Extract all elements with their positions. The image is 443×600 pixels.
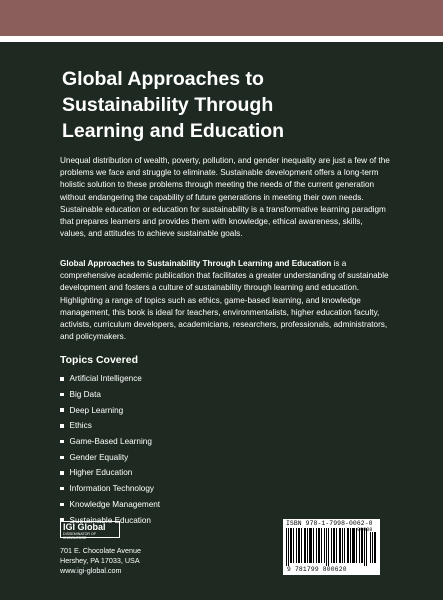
title-line: Learning and Education — [62, 120, 285, 142]
price-code: 90000 — [357, 527, 373, 533]
barcode-digits: 9 781799 800620 — [287, 566, 347, 573]
topic-label: Big Data — [69, 390, 101, 400]
description-paragraph-1: Unequal distribution of wealth, poverty, pollution, and gender inequality are just a few of the problems we face and struggle to eliminate. Sustainable development offers a long-term holistic solution to these problems through meeting the needs of the current generation without endangering the capability of future generations in meeting their own needs. Sustainable education or education for sustainability is a transformative learning paradigm that prepares learners and provides them with knowledge, ethical awareness, skills, values, and attitudes to achieve sustainable goals. — [60, 156, 390, 239]
topic-item — [60, 465, 160, 481]
title-line: Global Approaches to — [62, 68, 264, 90]
barcode-icon — [286, 528, 377, 566]
topic-label: Deep Learning — [69, 405, 124, 415]
publisher-logo — [60, 521, 120, 538]
topics-heading: Topics Covered — [60, 354, 138, 366]
publisher-logo-text: IGI Global — [63, 522, 106, 532]
top-white-stripe — [0, 36, 443, 42]
topic-label: Game-Based Learning — [69, 437, 152, 447]
topic-item — [60, 497, 160, 513]
bullet-icon — [60, 471, 64, 475]
bullet-icon — [60, 393, 64, 397]
topic-item — [60, 387, 160, 403]
topic-item — [60, 402, 160, 418]
bullet-icon — [60, 503, 64, 507]
publisher-address — [60, 546, 141, 576]
topic-item — [60, 434, 160, 450]
isbn-barcode — [283, 519, 380, 575]
topic-label: Knowledge Management — [69, 499, 161, 509]
description-paragraph-2 — [60, 258, 390, 343]
address-line: 701 E. Chocolate Avenue — [60, 546, 141, 555]
topic-item — [60, 418, 160, 434]
topic-label: Artificial Intelligence — [69, 374, 142, 384]
title-line: Sustainability Through — [62, 94, 274, 116]
topic-label: Gender Equality — [69, 452, 129, 462]
publisher-website: www.igi-global.com — [60, 566, 122, 575]
topic-item — [60, 481, 160, 497]
isbn-number: ISBN 978-1-7998-0062-0 — [286, 520, 373, 527]
address-line: Hershey, PA 17033, USA — [60, 556, 140, 565]
topic-label: Sustainable Education — [69, 515, 151, 525]
book-title — [62, 66, 392, 144]
topic-label: Ethics — [69, 421, 92, 431]
description-body: is a comprehensive academic publication that facilitates a greater understanding of sustainable development and fosters a culture of sustainability through learning and education. Highlighting a range of topics such as ethics, game-based learning, and knowledge management, this book is ideal for teachers, environmentalists, higher education faculty, activists, curriculum developers, academicians, researchers, professionals, administrators, and policymakers. — [60, 259, 389, 342]
bullet-icon — [60, 487, 64, 491]
bullet-icon — [60, 456, 64, 460]
bullet-icon — [60, 408, 64, 412]
topics-list — [60, 371, 160, 528]
description-book-title: Global Approaches to Sustainability Through Learning and Education — [60, 259, 332, 268]
topic-item — [60, 371, 160, 387]
topic-label: Higher Education — [69, 468, 133, 478]
publisher-logo-tagline: DISSEMINATOR OF KNOWLEDGE — [63, 532, 97, 540]
bullet-icon — [60, 440, 64, 444]
topic-label: Information Technology — [69, 484, 155, 494]
bullet-icon — [60, 424, 64, 428]
bullet-icon — [60, 377, 64, 381]
top-color-band — [0, 0, 443, 36]
topic-item — [60, 449, 160, 465]
